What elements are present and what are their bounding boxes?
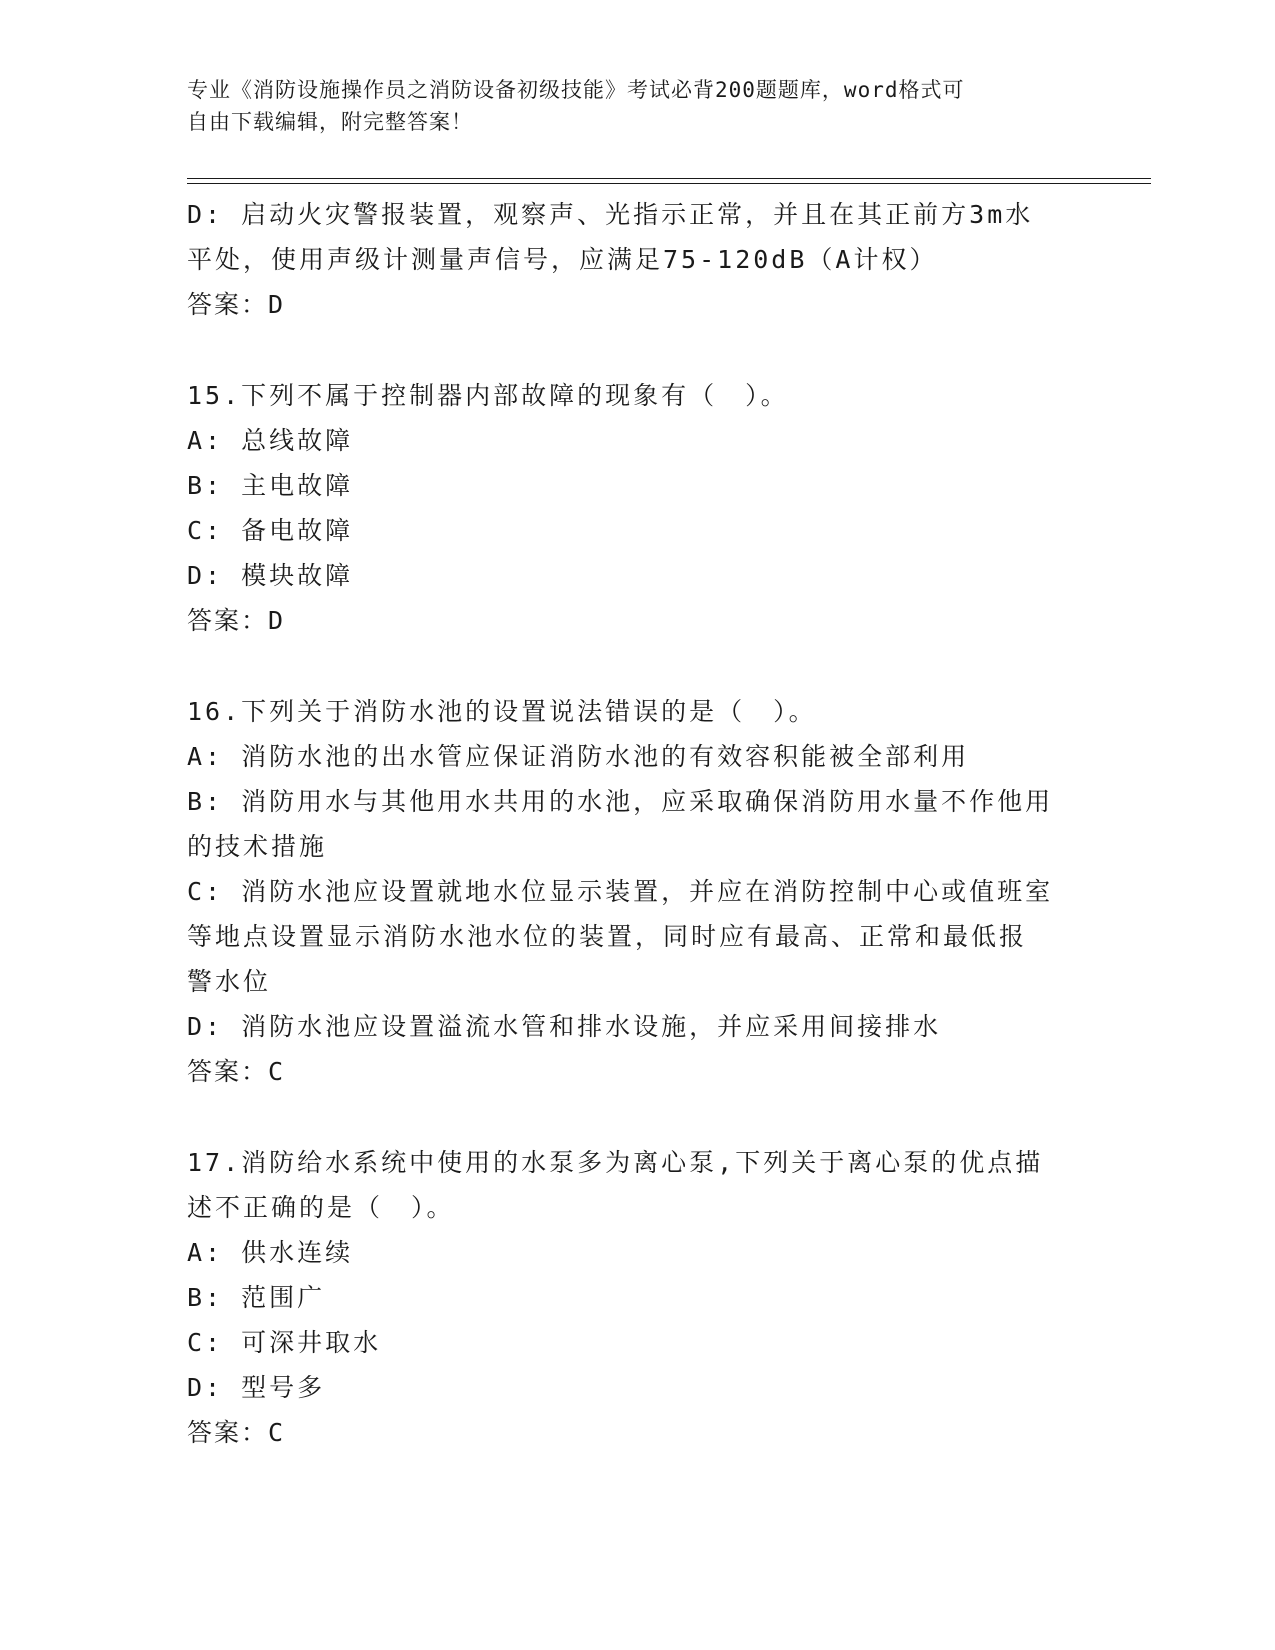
question-stem: 17.消防给水系统中使用的水泵多为离心泵,下列关于离心泵的优点描 <box>187 1148 1044 1177</box>
answer: 答案：D <box>187 290 286 319</box>
option-c: C: 可深井取水 <box>187 1328 382 1357</box>
option-a: A: 消防水池的出水管应保证消防水池的有效容积能被全部利用 <box>187 742 970 771</box>
header-line-2: 自由下载编辑，附完整答案！ <box>187 110 473 134</box>
header-line-1: 专业《消防设施操作员之消防设备初级技能》考试必背200题题库，word格式可 <box>187 78 965 102</box>
question-16 <box>187 689 1087 1094</box>
option-d: D: 启动火灾警报装置，观察声、光指示正常，并且在其正前方3m水 <box>187 200 1034 229</box>
option-c-continued-2: 警水位 <box>187 967 272 996</box>
spacer <box>187 643 1087 689</box>
option-d: D: 模块故障 <box>187 561 354 590</box>
answer: 答案：D <box>187 606 286 635</box>
question-14-tail <box>187 192 1087 327</box>
option-c: C: 备电故障 <box>187 516 354 545</box>
question-15 <box>187 373 1087 643</box>
option-c-continued: 等地点设置显示消防水池水位的装置，同时应有最高、正常和最低报 <box>187 922 1028 951</box>
question-17 <box>187 1140 1087 1455</box>
document-header <box>187 74 1067 138</box>
option-b: B: 范围广 <box>187 1283 326 1312</box>
spacer <box>187 1094 1087 1140</box>
option-b: B: 消防用水与其他用水共用的水池，应采取确保消防用水量不作他用 <box>187 787 1054 816</box>
option-c: C: 消防水池应设置就地水位显示装置，并应在消防控制中心或值班室 <box>187 877 1054 906</box>
header-divider-bottom <box>187 183 1151 184</box>
answer: 答案：C <box>187 1418 286 1447</box>
option-d: D: 消防水池应设置溢流水管和排水设施，并应采用间接排水 <box>187 1012 942 1041</box>
option-b: B: 主电故障 <box>187 471 354 500</box>
question-stem-continued: 述不正确的是（ ）。 <box>187 1193 455 1222</box>
option-a: A: 供水连续 <box>187 1238 354 1267</box>
spacer <box>187 327 1087 373</box>
option-a: A: 总线故障 <box>187 426 354 455</box>
option-b-continued: 的技术措施 <box>187 832 328 861</box>
option-d-continued: 平处，使用声级计测量声信号，应满足75-120dB（A计权） <box>187 245 938 274</box>
answer: 答案：C <box>187 1057 286 1086</box>
question-stem: 15.下列不属于控制器内部故障的现象有（ ）。 <box>187 381 789 410</box>
header-divider-top <box>187 178 1151 179</box>
question-stem: 16.下列关于消防水池的设置说法错误的是（ ）。 <box>187 697 817 726</box>
question-list <box>187 192 1087 1455</box>
option-d: D: 型号多 <box>187 1373 326 1402</box>
